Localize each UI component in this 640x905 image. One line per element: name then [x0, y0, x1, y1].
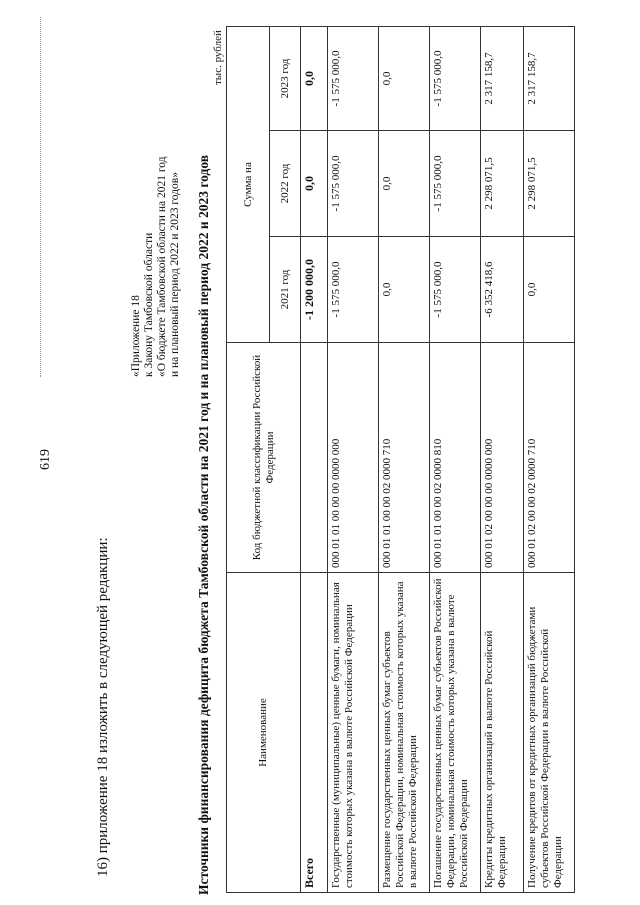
intro-text: 16) приложение 18 изложить в следующей редакции:	[95, 537, 111, 877]
table-row	[379, 27, 430, 893]
cell-name: Размещение государственных ценных бумаг субъектов Российской Федерации, номинальная стоимость которых указана в валюте Российской Федерации	[379, 573, 430, 893]
cell-code: 000 01 02 00 00 00 0000 000	[481, 343, 524, 573]
table-row	[481, 27, 524, 893]
header-2022: 2022 год	[270, 131, 301, 237]
document-title: Источники финансирования дефицита бюджета Тамбовской области на 2021 год и на плановый период 2022 и 2023 годов	[196, 154, 211, 895]
cell-2021: -1 575 000,0	[328, 237, 379, 343]
cell-name: Государственные (муниципальные) ценные бумаги, номинальная стоимость которых указана в валюте Российской Федерации	[328, 573, 379, 893]
table-row	[430, 27, 481, 893]
appendix-note	[130, 156, 182, 377]
cell-2021: -1 575 000,0	[430, 237, 481, 343]
cell-name: Всего	[301, 573, 328, 893]
cell-name: Получение кредитов от кредитных организаций бюджетами субъектов Российской Федерации в валюте Российской Федерации	[524, 573, 575, 893]
header-code: Код бюджетной классификации Российской Федерации	[227, 343, 301, 573]
cell-code: 000 01 01 00 00 02 0000 810	[430, 343, 481, 573]
cell-2022: -1 575 000,0	[430, 131, 481, 237]
cell-code: 000 01 01 00 00 00 0000 000	[328, 343, 379, 573]
cell-2022: 0,0	[379, 131, 430, 237]
appendix-line-1: «Приложение 18	[130, 295, 142, 377]
cell-name: Кредиты кредитных организаций в валюте Российской Федерации	[481, 573, 524, 893]
header-2021: 2021 год	[270, 237, 301, 343]
cell-2023: 2 317 158,7	[524, 27, 575, 131]
appendix-line-3: «О бюджете Тамбовской области на 2021 год	[156, 156, 168, 377]
cell-code	[301, 343, 328, 573]
scan-edge-line	[40, 17, 41, 377]
appendix-line-4: и на плановый период 2022 и 2023 годов»	[169, 172, 181, 377]
cell-code: 000 01 02 00 00 02 0000 710	[524, 343, 575, 573]
cell-2021: 0,0	[379, 237, 430, 343]
sources-table	[226, 26, 575, 893]
header-sum: Сумма на	[227, 27, 270, 343]
cell-name: Погашение государственных ценных бумаг субъектов Российской Федерации, номинальная стоимость которых указана в валюте Российской Федерации	[430, 573, 481, 893]
header-2023: 2023 год	[270, 27, 301, 131]
cell-2023: 0,0	[379, 27, 430, 131]
cell-2022: 2 298 071,5	[481, 131, 524, 237]
cell-2023: -1 575 000,0	[328, 27, 379, 131]
cell-2023: -1 575 000,0	[430, 27, 481, 131]
cell-2023: 2 317 158,7	[481, 27, 524, 131]
cell-code: 000 01 01 00 00 02 0000 710	[379, 343, 430, 573]
page-number: 619	[38, 449, 53, 470]
table-row	[328, 27, 379, 893]
table-row-total	[301, 27, 328, 893]
cell-2022: 2 298 071,5	[524, 131, 575, 237]
appendix-line-2: к Закону Тамбовской области	[143, 232, 155, 377]
cell-2021: 0,0	[524, 237, 575, 343]
cell-2021: -1 200 000,0	[301, 237, 328, 343]
table-row	[524, 27, 575, 893]
cell-2023: 0,0	[301, 27, 328, 131]
units-label: тыс. рублей	[212, 30, 224, 85]
cell-2021: -6 352 418,6	[481, 237, 524, 343]
cell-2022: -1 575 000,0	[328, 131, 379, 237]
cell-2022: 0,0	[301, 131, 328, 237]
header-name: Наименование	[227, 573, 301, 893]
